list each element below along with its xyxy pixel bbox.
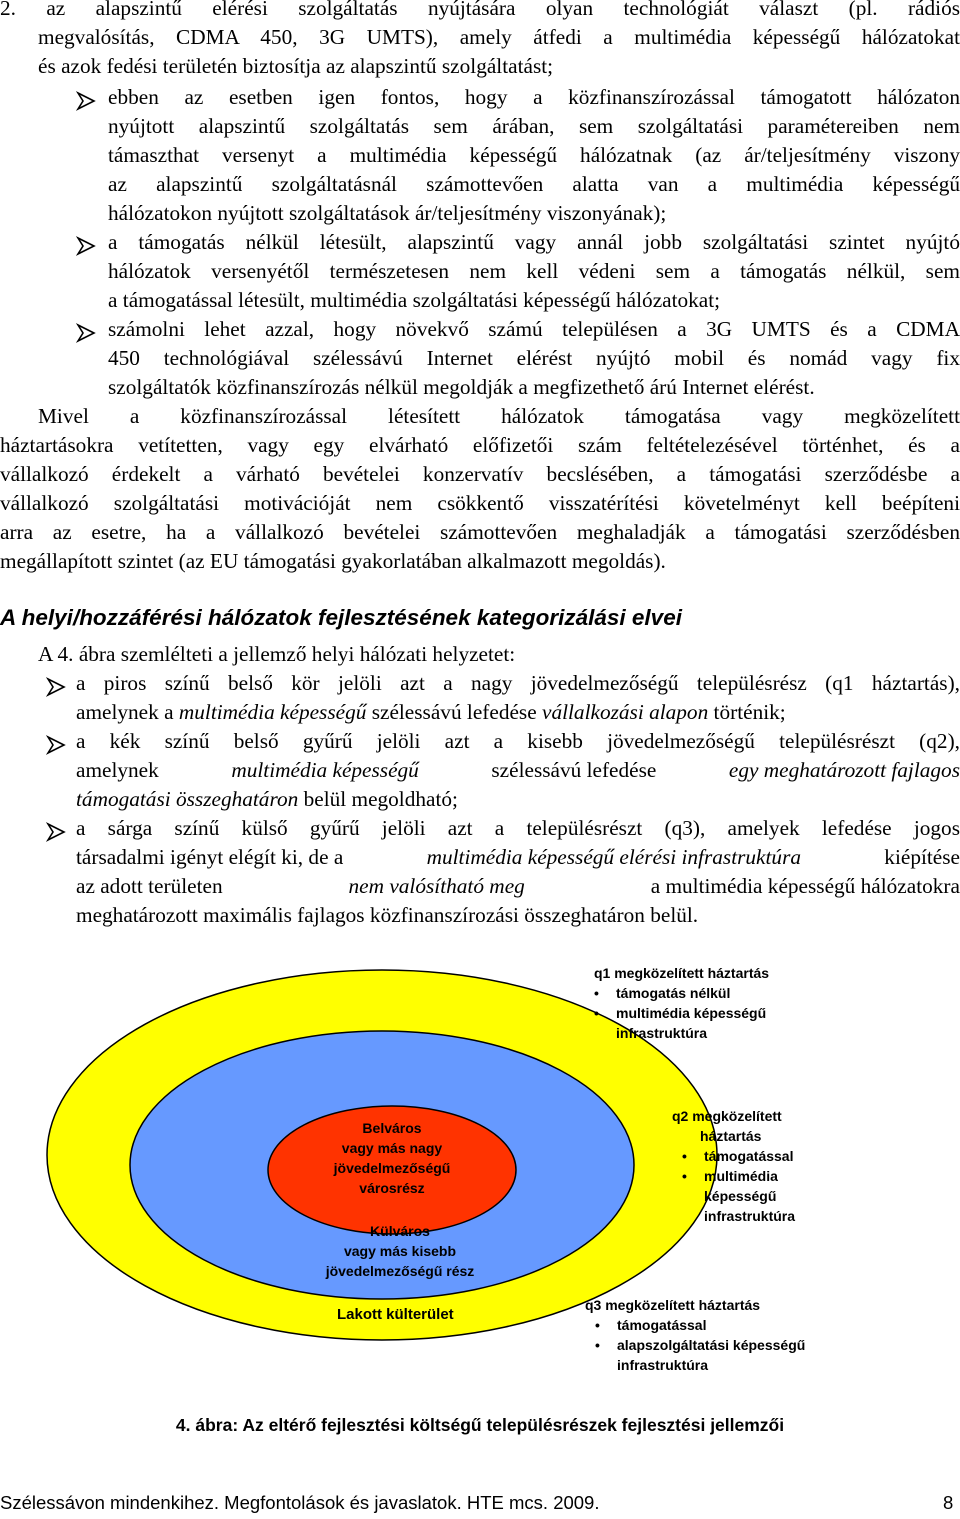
section-heading: A helyi/hozzáférési hálózatok fejlesztésének kategorizálási elvei (0, 605, 682, 630)
bullet1-line1: ebben az esetben igen fontos, hogy a közfinanszírozással támogatott hálózaton (108, 85, 960, 109)
b2-2-line3: támogatási összeghatáron belül megoldható; (76, 787, 458, 811)
para-line1: Mivel a közfinanszírozással létesített hálózatok támogatása vagy megközelített (38, 404, 960, 428)
item2-line3: és azok fedési területén biztosítja az alapszintű szolgáltatást; (38, 54, 554, 78)
bullet1-line2: nyújtott alapszintű szolgáltatás sem árában, sem szolgáltatási paramétereiben nem (108, 114, 960, 138)
b2-3-line3: az adott területen nem valósítható meg a multimédia képességű hálózatokra (76, 874, 960, 898)
figure-caption: 4. ábra: Az eltérő fejlesztési költségű településrészek fejlesztési jellemzői (175, 1415, 785, 1435)
inner-label: Belváros vagy más nagy jövedelmezőségű városrész (333, 1120, 451, 1196)
arrowhead-outline-icon (46, 677, 66, 697)
para-line2: háztartásokra vetítetten, vagy egy elvárható előfizetői szám feltételezésével történhet, és a (0, 433, 960, 457)
item2-line2: megvalósítás, CDMA 450, 3G UMTS), amely átfedi a multimédia képességű hálózatokat (38, 25, 960, 49)
b2-3-line1: a sárga színű külső gyűrű jelöli azt a településrészt (q3), amelyek lefedése jogos (76, 816, 960, 840)
bullet3-line2: 450 technológiával szélessávú Internet elérést nyújtó mobil és nomád vagy fix (108, 346, 960, 370)
bullet2-line3: a támogatással létesült, multimédia szolgáltatási képességű hálózatokat; (108, 288, 721, 312)
item2-line1: 2. az alapszintű elérési szolgáltatás nyújtására olyan technológiát választ (pl. rádiós (0, 0, 960, 20)
page-number: 8 (943, 1492, 954, 1513)
b2-2-line1: a kék színű belső gyűrű jelöli azt a kisebb jövedelmezőségű településrészt (q2), (76, 729, 960, 753)
arrowhead-outline-icon (46, 822, 66, 842)
b2-3-line2: társadalmi igényt elégít ki, de a multimédia képességű elérési infrastruktúra kiépítése (76, 845, 960, 869)
arrowhead-outline-icon (76, 323, 96, 343)
intro-text: A 4. ábra szemlélteti a jellemző helyi hálózati helyzetet: (38, 642, 516, 666)
outer-label: Lakott külterület (337, 1306, 454, 1323)
b2-1-line1: a piros színű belső kör jelöli azt a nagy jövedelmezőségű településrész (q1 háztartás), (76, 671, 960, 695)
q3-box: q3 megközelített háztartás • támogatással • alapszolgáltatási képességű infrastruktúra (585, 1297, 806, 1373)
arrowhead-outline-icon (76, 91, 96, 111)
para-line6: megállapított szintet (az EU támogatási gyakorlatában alkalmazott megoldás). (0, 549, 666, 573)
b2-2-line2: amelynek multimédia képességű szélessávú lefedése egy meghatározott fajlagos (76, 758, 960, 782)
bullet1-line3: támaszthat versenyt a multimédia képességű hálózatnak (az ár/teljesítmény viszony (108, 143, 960, 167)
middle-label: Külváros vagy más kisebb jövedelmezőségű rész (325, 1223, 475, 1279)
q1-box: q1 megközelített háztartás • támogatás nélkül • multimédia képességű infrastruktúra (594, 965, 770, 1041)
bullet1-line4: az alapszintű szolgáltatásnál számottevően alatta van a multimédia képességű (108, 172, 960, 196)
bullet3-line3: szolgáltatók közfinanszírozás nélkül megoldják a megfizethető árú Internet elérést. (108, 375, 815, 399)
footer-text: Szélessávon mindenkihez. Megfontolások és javaslatok. HTE mcs. 2009. (0, 1492, 600, 1513)
bullet2-line2: hálózatok versenyétől természetesen nem kell védeni sem a támogatás nélkül, sem (108, 259, 960, 283)
para-line5: arra az esetre, ha a vállalkozó bevételei számottevően meghaladják a támogatási szerződésben (0, 520, 960, 544)
para-line4: vállalkozó szolgáltatási motivációját nem csökkentő visszatérítési követelményt kell beépíteni (0, 491, 960, 515)
para-line3: vállalkozó érdekelt a várható bevételei konzervatív becslésében, a támogatási szerződésbe a (0, 462, 960, 486)
q2-box: q2 megközelített háztartás • támogatással • multimédia képességű infrastruktúra (672, 1108, 796, 1224)
b2-3-line4: meghatározott maximális fajlagos közfinanszírozási összeghatáron belül. (76, 903, 699, 927)
arrowhead-outline-icon (46, 735, 66, 755)
b2-1-line2: amelynek a multimédia képességű szélessávú lefedése vállalkozási alapon történik; (76, 700, 786, 724)
bullet2-line1: a támogatás nélkül létesült, alapszintű vagy annál jobb szolgáltatási szintet nyújtó (108, 230, 960, 254)
bullet1-line5: hálózatokon nyújtott szolgáltatások ár/teljesítmény viszonyának); (108, 201, 667, 225)
arrowhead-outline-icon (76, 236, 96, 256)
bullet3-line1: számolni lehet azzal, hogy növekvő számú településen a 3G UMTS és a CDMA (108, 317, 960, 341)
